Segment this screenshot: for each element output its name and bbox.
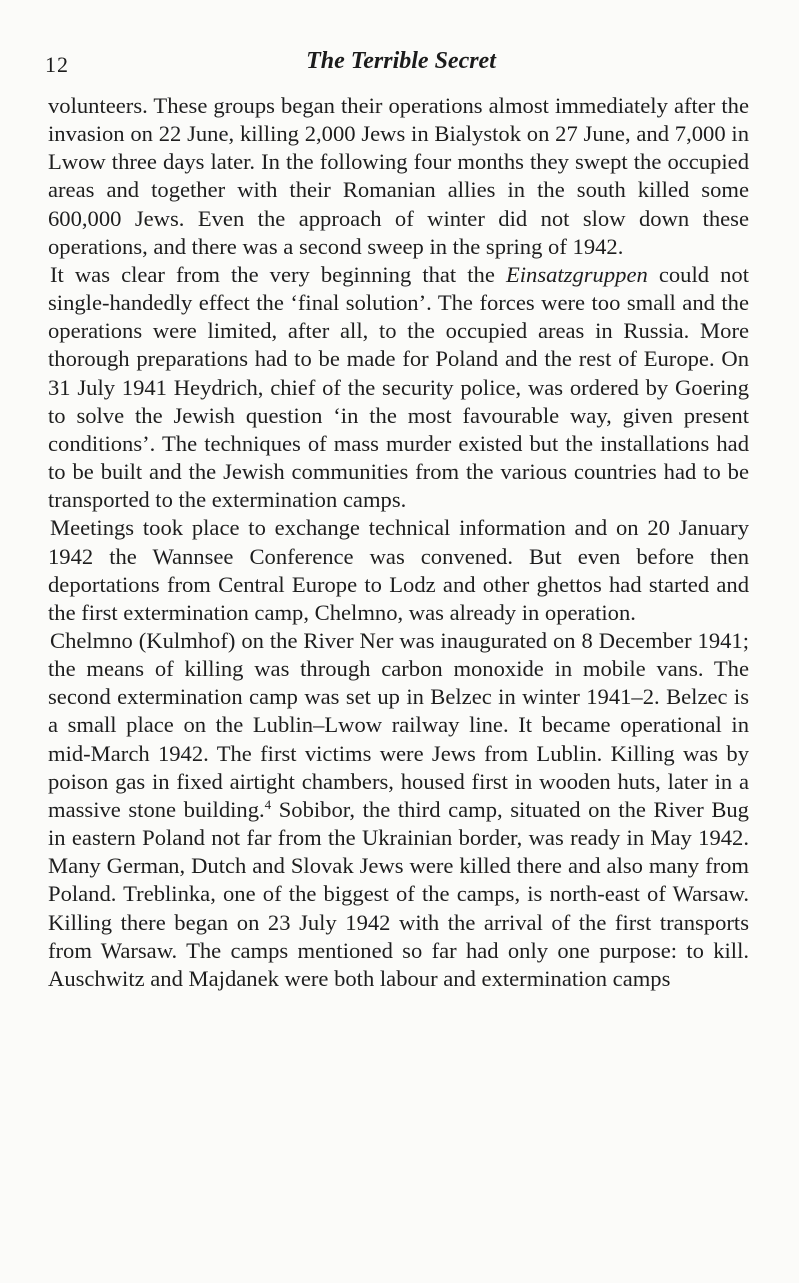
einsatzgruppen-italic: Einsatzgruppen (505, 261, 648, 287)
paragraph-3: Meetings took place to exchange technical information and on 20 January 1942 the Wannsee Conference was convened. But even before then deportations from Central Europe to Lodz and other ghettos had started and the first extermination camp, Chelmno, was already in operation. (48, 515, 749, 625)
page-number: 12 (45, 52, 69, 77)
running-head (45, 46, 757, 82)
book-title: The Terrible Secret (306, 48, 496, 74)
paragraph-4 (48, 627, 749, 993)
footnote-marker: 4 (264, 796, 272, 812)
paragraph-4-text-after: Sobibor, the third camp, situated on the River Bug in eastern Poland not far from the Ukrainian border, was ready in May 1942. Many German, Dutch and Slovak Jews were killed there and also many from Poland. Treblinka, one of the biggest of the camps, is north-east of Warsaw. Killing there began on 23 July 1942 with the arrival of the first transports from Warsaw. The camps mentioned so far had only one purpose: to kill. Auschwitz and Majdanek were both labour and extermination camps (48, 796, 749, 991)
body-text (48, 92, 749, 993)
paragraph-4-text-before: Chelmno (Kulmhof) on the River Ner was inaugurated on 8 December 1941; the means of killing was through carbon monoxide in mobile vans. The second extermination camp was set up in Belzec in winter 1941–2. Belzec is a small place on the Lublin–Lwow railway line. It became operational in mid-March 1942. The first victims were Jews from Lublin. Killing was by poison gas in fixed airtight chambers, housed first in wooden huts, later in a massive stone building. (48, 627, 749, 822)
paragraph-2 (48, 261, 749, 514)
paragraph-2-text-before: It was clear from the very beginning that the (50, 261, 506, 287)
paragraph-2-text-after: could not single-handedly effect the ‘final solution’. The forces were too small and the operations were limited, after all, to the occupied areas in Russia. More thorough preparations had to be made for Poland and the rest of Europe. On 31 July 1941 Heydrich, chief of the security police, was ordered by Goering to solve the Jewish question ‘in the most favourable way, given present conditions’. The techniques of mass murder existed but the installations had to be built and the Jewish communities from the various countries had to be transported to the extermination camps. (48, 261, 749, 513)
paragraph-1: volunteers. These groups began their operations almost immediately after the invasion on 22 June, killing 2,000 Jews in Bialystok on 27 June, and 7,000 in Lwow three days later. In the following four months they swept the occupied areas and together with their Romanian allies in the south killed some 600,000 Jews. Even the approach of winter did not slow down these operations, and there was a second sweep in the spring of 1942. (48, 93, 749, 259)
